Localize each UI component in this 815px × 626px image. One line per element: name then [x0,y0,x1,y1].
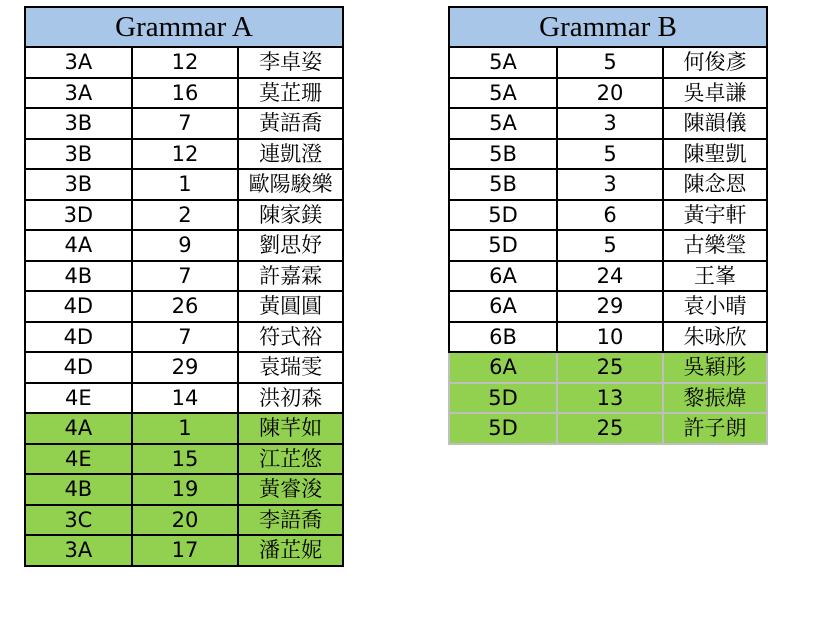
grammar-b-table [448,6,768,445]
name-cell: 黃睿浚 [238,474,343,505]
name-cell: 朱咏欣 [663,322,767,353]
name-cell: 吳穎彤 [663,352,767,383]
grammar-b-title: Grammar B [449,7,767,47]
name-cell: 王峯 [663,261,767,292]
table-row [25,352,343,383]
table-row [25,169,343,200]
number-cell: 17 [132,535,239,566]
class-cell: 4E [25,383,132,414]
name-cell: 許子朗 [663,413,767,444]
name-cell: 洪初森 [238,383,343,414]
number-cell: 10 [557,322,663,353]
class-cell: 6A [449,352,557,383]
table-row [25,261,343,292]
class-cell: 6A [449,261,557,292]
table-row [449,291,767,322]
table-row [25,474,343,505]
name-cell: 李卓姿 [238,47,343,78]
table-row [25,230,343,261]
class-cell: 5A [449,78,557,109]
number-cell: 26 [132,291,239,322]
number-cell: 2 [132,200,239,231]
number-cell: 25 [557,352,663,383]
number-cell: 9 [132,230,239,261]
number-cell: 29 [132,352,239,383]
class-cell: 3A [25,47,132,78]
class-cell: 4B [25,474,132,505]
class-cell: 5D [449,230,557,261]
name-cell: 黃圓圓 [238,291,343,322]
table-row [449,169,767,200]
number-cell: 7 [132,322,239,353]
table-row [25,200,343,231]
class-cell: 3B [25,169,132,200]
number-cell: 12 [132,139,239,170]
class-cell: 3A [25,535,132,566]
class-cell: 3B [25,108,132,139]
name-cell: 陳家鎂 [238,200,343,231]
class-cell: 5D [449,413,557,444]
name-cell: 袁瑞雯 [238,352,343,383]
number-cell: 7 [132,261,239,292]
class-cell: 5D [449,200,557,231]
name-cell: 歐陽駿樂 [238,169,343,200]
table-row [25,47,343,78]
table-row [25,291,343,322]
number-cell: 20 [557,78,663,109]
number-cell: 25 [557,413,663,444]
number-cell: 5 [557,230,663,261]
number-cell: 6 [557,200,663,231]
class-cell: 4A [25,413,132,444]
table-row [25,413,343,444]
number-cell: 29 [557,291,663,322]
class-cell: 5A [449,47,557,78]
class-cell: 6A [449,291,557,322]
class-cell: 6B [449,322,557,353]
class-cell: 4E [25,444,132,475]
class-cell: 5B [449,139,557,170]
number-cell: 14 [132,383,239,414]
name-cell: 劉思妤 [238,230,343,261]
table-row [449,413,767,444]
name-cell: 陳念恩 [663,169,767,200]
table-row [449,352,767,383]
table-row [25,139,343,170]
table-row [449,108,767,139]
class-cell: 4B [25,261,132,292]
number-cell: 12 [132,47,239,78]
table-row [25,108,343,139]
name-cell: 袁小晴 [663,291,767,322]
name-cell: 連凱澄 [238,139,343,170]
table-row [25,535,343,566]
grammar-a-table [24,6,344,567]
number-cell: 19 [132,474,239,505]
table-row [449,47,767,78]
grammar-a-title: Grammar A [25,7,343,47]
name-cell: 江芷悠 [238,444,343,475]
name-cell: 陳韻儀 [663,108,767,139]
table-row [449,230,767,261]
table-row [25,505,343,536]
number-cell: 3 [557,169,663,200]
name-cell: 符式裕 [238,322,343,353]
class-cell: 3C [25,505,132,536]
name-cell: 陳芊如 [238,413,343,444]
table-row [449,200,767,231]
name-cell: 古樂瑩 [663,230,767,261]
name-cell: 莫芷珊 [238,78,343,109]
class-cell: 4D [25,322,132,353]
class-cell: 5D [449,383,557,414]
name-cell: 黎振煒 [663,383,767,414]
name-cell: 陳聖凱 [663,139,767,170]
table-row [449,261,767,292]
table-row [449,139,767,170]
name-cell: 何俊彥 [663,47,767,78]
class-cell: 4A [25,230,132,261]
class-cell: 3B [25,139,132,170]
number-cell: 1 [132,169,239,200]
class-cell: 4D [25,352,132,383]
table-row [449,78,767,109]
number-cell: 20 [132,505,239,536]
number-cell: 15 [132,444,239,475]
name-cell: 許嘉霖 [238,261,343,292]
name-cell: 潘芷妮 [238,535,343,566]
number-cell: 5 [557,47,663,78]
table-row [25,78,343,109]
table-row [25,322,343,353]
class-cell: 5A [449,108,557,139]
number-cell: 24 [557,261,663,292]
name-cell: 李語喬 [238,505,343,536]
name-cell: 黃宇軒 [663,200,767,231]
table-row [25,444,343,475]
table-row [449,322,767,353]
class-cell: 3D [25,200,132,231]
name-cell: 黃語喬 [238,108,343,139]
class-cell: 4D [25,291,132,322]
class-cell: 5B [449,169,557,200]
number-cell: 13 [557,383,663,414]
number-cell: 16 [132,78,239,109]
number-cell: 3 [557,108,663,139]
number-cell: 7 [132,108,239,139]
table-row [25,383,343,414]
number-cell: 1 [132,413,239,444]
table-row [449,383,767,414]
class-cell: 3A [25,78,132,109]
number-cell: 5 [557,139,663,170]
name-cell: 吳卓謙 [663,78,767,109]
